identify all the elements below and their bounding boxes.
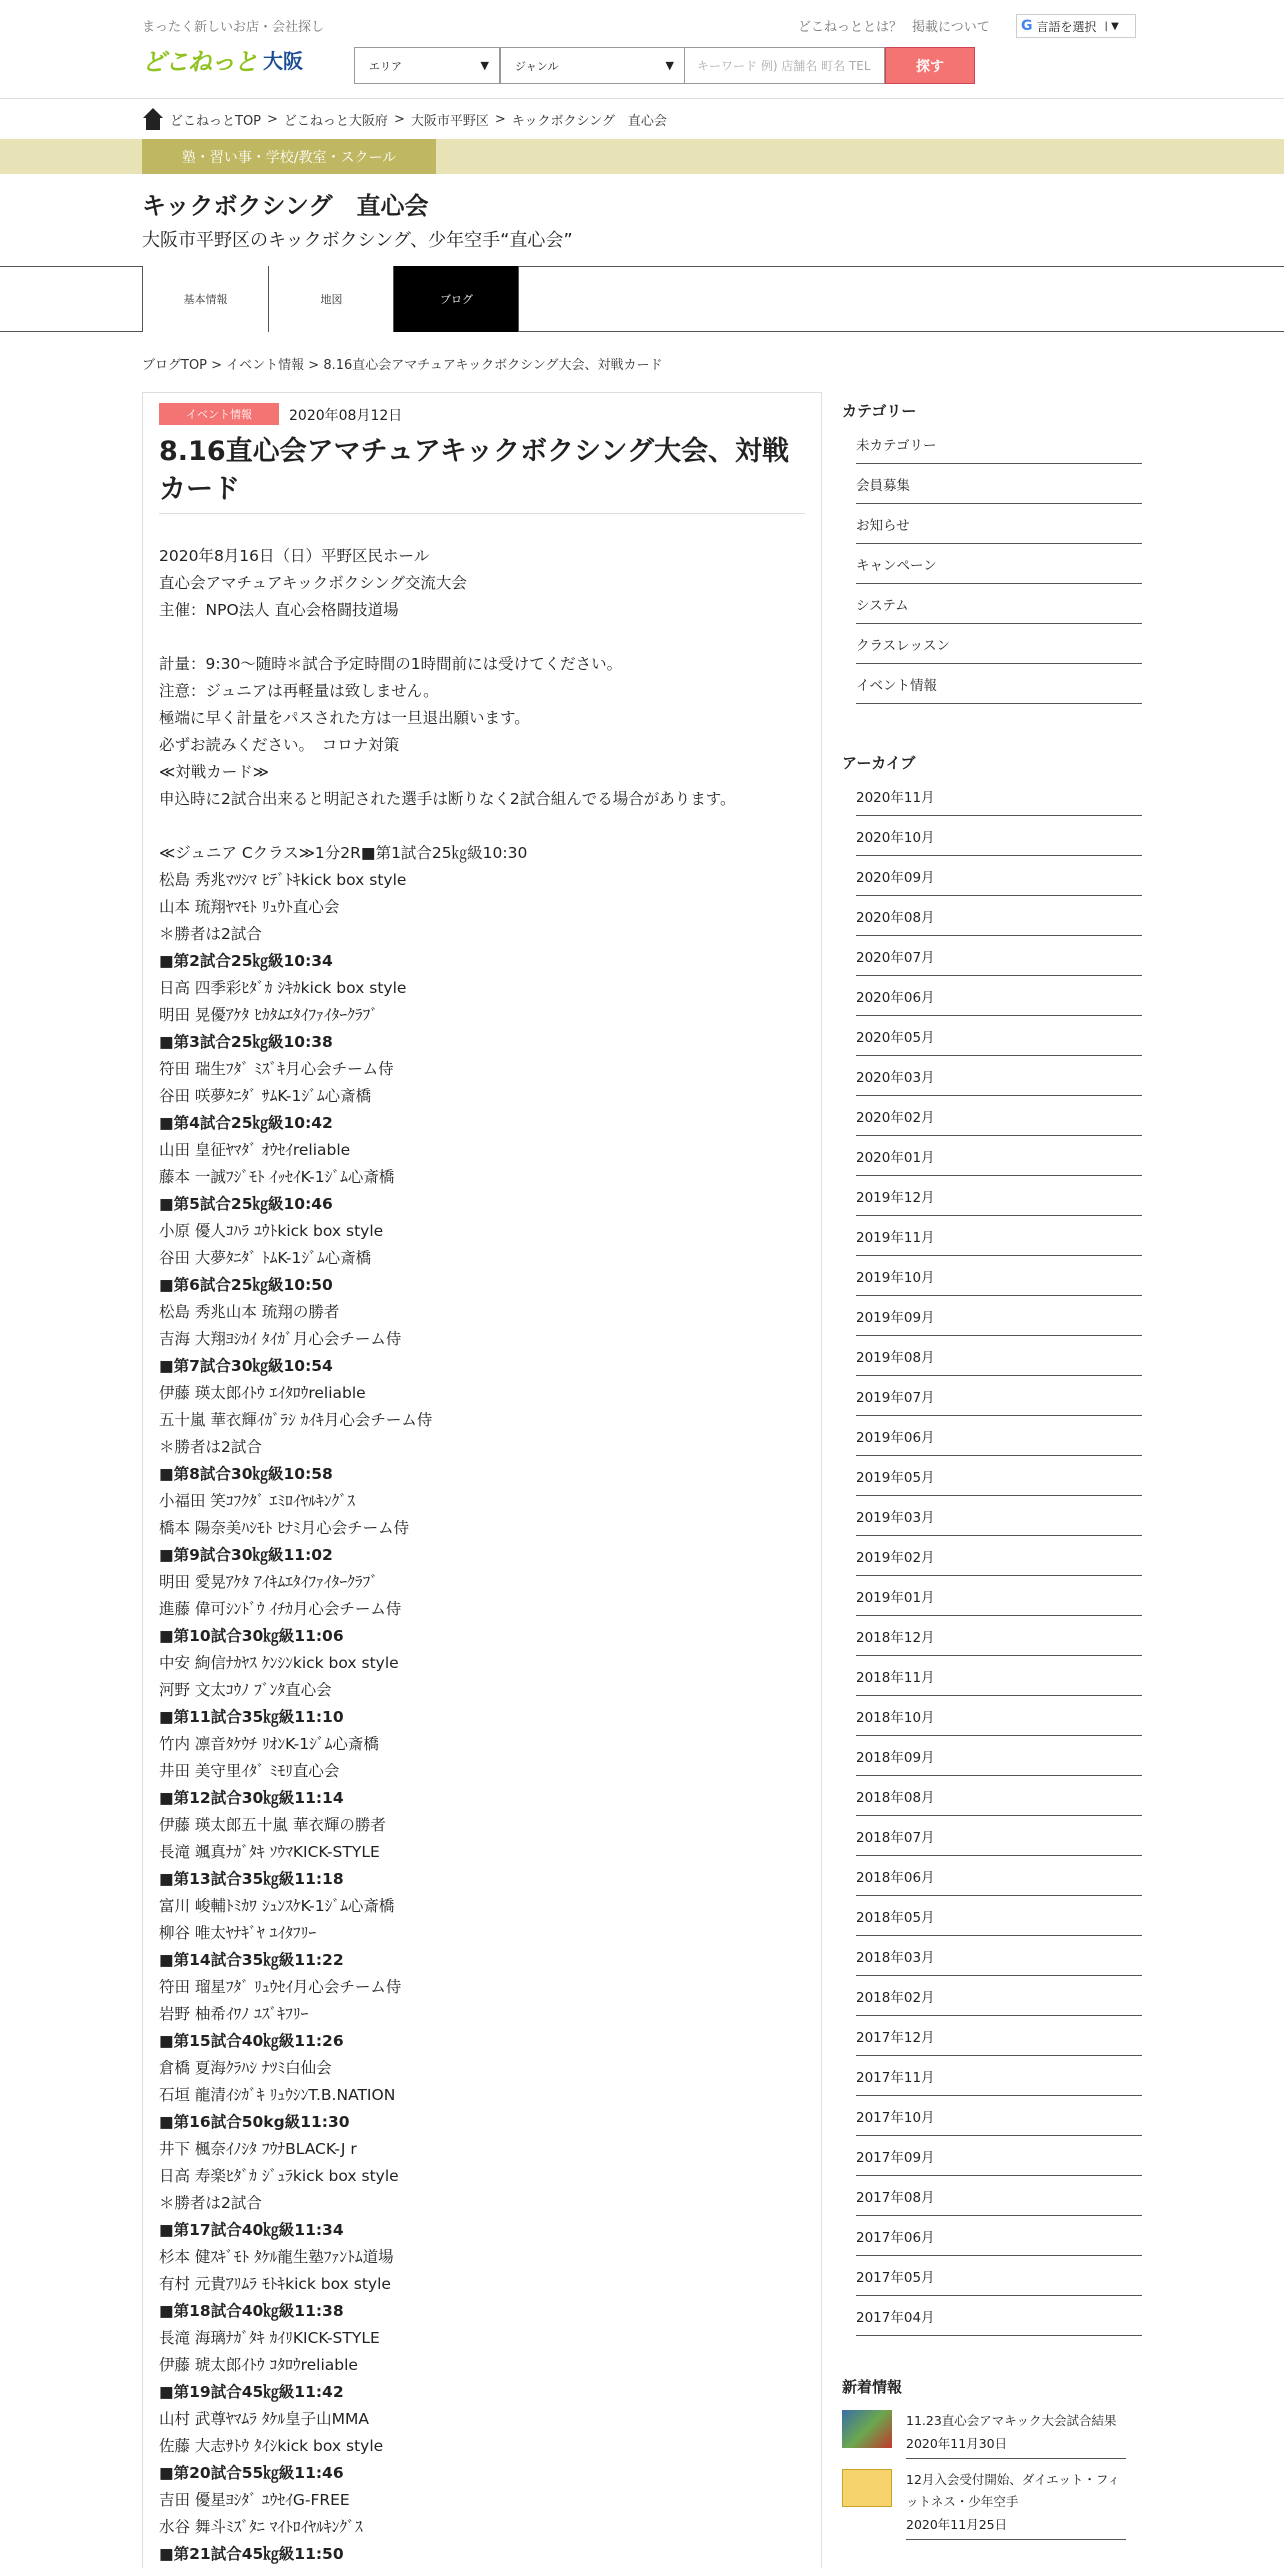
match-heading: ■第10試合30㎏級11:06 [159, 1627, 344, 1645]
article-line: 長滝 海璃ﾅｶﾞﾀｷ ｶｲﾘKICK-STYLE [159, 2329, 380, 2347]
article-line: 中安 絢信ﾅｶﾔｽ ｹﾝｼﾝkick box style [159, 1654, 399, 1672]
match-heading: ■第21試合45㎏級11:50 [159, 2545, 344, 2563]
sidebar-archive-item[interactable]: 2020年06月 [856, 976, 1142, 1016]
chevron-down-icon: | ▼ [1104, 20, 1119, 32]
article-line: 符田 瑠星ﾌﾀﾞ ﾘｭｳｾｲ月心会チーム侍 [159, 1978, 402, 1996]
archive-heading: アーカイブ [842, 754, 916, 772]
article-line: 必ずお読みください。 コロナ対策 [159, 736, 400, 754]
article-line: ＊勝者は2試合 [159, 2194, 262, 2212]
article-line: 井下 楓奈ｲﾉｼﾀ ﾌｳﾅBLACK-J r [159, 2140, 357, 2158]
sidebar-archive-item[interactable]: 2020年08月 [856, 896, 1142, 936]
language-select[interactable] [1016, 14, 1136, 38]
blog-breadcrumb[interactable]: ブログTOP > イベント情報 > 8.16直心会アマチュアキックボクシング大会、対戦カード [142, 358, 663, 373]
tab-map[interactable]: 地図 [268, 266, 394, 332]
match-heading: ■第11試合35㎏級11:10 [159, 1708, 344, 1726]
listing-link[interactable]: 掲載について [912, 20, 990, 35]
sidebar-category-item[interactable]: キャンペーン [856, 544, 1142, 584]
category-label[interactable]: 塾・習い事・学校/教室・スクール [142, 139, 436, 174]
article-line: 伊藤 瑛太郎ｲﾄｳ ｴｲﾀﾛｳreliable [159, 1384, 366, 1402]
match-heading: ■第18試合40㎏級11:38 [159, 2302, 344, 2320]
article-line: 佐藤 大志ｻﾄｳ ﾀｲｼkick box style [159, 2437, 384, 2455]
sidebar-archive-item[interactable]: 2019年02月 [856, 1536, 1142, 1576]
article-line: 竹内 凛音ﾀｹｳﾁ ﾘｵﾝK-1ｼﾞﾑ心斎橋 [159, 1735, 379, 1753]
top-links [798, 16, 990, 35]
news-item[interactable] [842, 2410, 1142, 2459]
sidebar-archive-item[interactable]: 2018年07月 [856, 1816, 1142, 1856]
news-item[interactable] [842, 2469, 1142, 2540]
sidebar-archive-item[interactable]: 2017年05月 [856, 2256, 1142, 2296]
article-line: 谷田 大夢ﾀﾆﾀﾞ ﾄﾑK-1ｼﾞﾑ心斎橋 [159, 1249, 372, 1267]
news-heading: 新着情報 [842, 2378, 903, 2396]
sidebar-archive-item[interactable]: 2019年08月 [856, 1336, 1142, 1376]
site-tagline: まったく新しいお店・会社探し [142, 20, 325, 35]
article-line: 有村 元貴ｱﾘﾑﾗ ﾓﾄｷkick box style [159, 2275, 391, 2293]
logo-main: どこねっと [142, 47, 257, 76]
keyword-input[interactable]: キーワード 例) 店舗名 町名 TEL [685, 47, 885, 84]
tab-blog[interactable]: ブログ [393, 266, 519, 332]
match-heading: ■第8試合30㎏級10:58 [159, 1465, 333, 1483]
sidebar-archive-item[interactable]: 2017年06月 [856, 2216, 1142, 2256]
article-line: 直心会アマチュアキックボクシング交流大会 [159, 574, 467, 592]
article-line: 明田 愛晃ｱｹﾀ ｱｲｷﾑｴﾀｲﾌｧｲﾀｰｸﾗﾌﾞ [159, 1573, 379, 1591]
sidebar-archive-item[interactable]: 2018年03月 [856, 1936, 1142, 1976]
article-line [159, 813, 799, 840]
language-label: 言語を選択 [1036, 19, 1097, 34]
sidebar-archive-item[interactable]: 2020年11月 [856, 776, 1142, 816]
sidebar-archive-item[interactable]: 2018年02月 [856, 1976, 1142, 2016]
article-line: 計量：9:30～随時＊試合予定時間の1時間前には受けてください。 [159, 655, 623, 673]
area-select[interactable] [354, 47, 500, 84]
news-date: 2020年11月30日 [906, 2432, 1126, 2459]
article-line [159, 624, 799, 651]
match-heading: ■第20試合55㎏級11:46 [159, 2464, 344, 2482]
breadcrumb [142, 108, 667, 130]
sidebar-archive-item[interactable]: 2017年12月 [856, 2016, 1142, 2056]
article-line: 井田 美守里ｲﾀﾞ ﾐﾓﾘ直心会 [159, 1762, 340, 1780]
sidebar-archive-item[interactable]: 2019年07月 [856, 1376, 1142, 1416]
article-date: 2020年08月12日 [289, 408, 403, 424]
news-date: 2020年11月25日 [906, 2513, 1126, 2540]
article-line: 符田 瑞生ﾌﾀﾞ ﾐｽﾞｷ月心会チーム侍 [159, 1060, 394, 1078]
match-heading: ■第5試合25㎏級10:46 [159, 1195, 333, 1213]
sidebar-archive-item[interactable]: 2020年02月 [856, 1096, 1142, 1136]
breadcrumb-separator: > [393, 111, 405, 127]
article-line: 2020年8月16日（日）平野区民ホール [159, 547, 430, 565]
category-list [842, 424, 1142, 704]
sidebar-archive-item[interactable]: 2019年10月 [856, 1256, 1142, 1296]
article [142, 392, 822, 2568]
match-heading: ■第9試合30㎏級11:02 [159, 1546, 333, 1564]
article-line: ＊勝者は2試合 [159, 1438, 262, 1456]
sidebar-category-item[interactable]: 未カテゴリー [856, 424, 1142, 464]
article-line: 富川 峻輔ﾄﾐｶﾜ ｼｭﾝｽｹK-1ｼﾞﾑ心斎橋 [159, 1897, 395, 1915]
about-link[interactable]: どこねっととは？ [798, 20, 903, 35]
sidebar-archive-item[interactable]: 2019年03月 [856, 1496, 1142, 1536]
genre-label: ジャンル [515, 59, 559, 73]
logo-region: 大阪 [263, 48, 303, 73]
news-thumbnail[interactable] [842, 2410, 892, 2448]
breadcrumb-item[interactable]: どこねっとTOP [170, 113, 262, 129]
article-line: 明田 晃優ｱｹﾀ ﾋｶﾀﾑｴﾀｲﾌｧｲﾀｰｸﾗﾌﾞ [159, 1006, 379, 1024]
article-line: 小福田 笑ｺﾌｸﾀﾞ ｴﾐﾛｲﾔﾙｷﾝｸﾞｽ [159, 1492, 355, 1510]
article-line: 注意：ジュニアは再軽量は致しません。 [159, 682, 439, 700]
search-button[interactable]: 探す [885, 47, 975, 84]
article-line: 倉橋 夏海ｸﾗﾊｼ ﾅﾂﾐ白仙会 [159, 2059, 332, 2077]
search-bar [354, 47, 975, 84]
breadcrumb-current: キックボクシング 直心会 [511, 113, 667, 129]
article-line: 吉海 大翔ﾖｼｶｲ ﾀｲｶﾞ月心会チーム侍 [159, 1330, 402, 1348]
sidebar-archive-item[interactable]: 2020年07月 [856, 936, 1142, 976]
article-line: 伊藤 瑛太郎五十嵐 華衣輝の勝者 [159, 1816, 386, 1834]
match-heading: ■第6試合25㎏級10:50 [159, 1276, 333, 1294]
header-divider [0, 98, 1284, 99]
article-line: 主催：NPO法人 直心会格闘技道場 [159, 601, 399, 619]
match-heading: ■第14試合35㎏級11:22 [159, 1951, 344, 1969]
match-heading: ■第16試合50kg級11:30 [159, 2113, 350, 2131]
dropdown-arrow-icon: ▼ [665, 59, 674, 72]
site-logo[interactable] [142, 44, 303, 74]
article-category-badge[interactable]: イベント情報 [159, 403, 279, 425]
sidebar-archive-item[interactable]: 2019年06月 [856, 1416, 1142, 1456]
area-label: エリア [369, 59, 402, 73]
sidebar-archive-item[interactable]: 2018年11月 [856, 1656, 1142, 1696]
tab-basic-info[interactable]: 基本情報 [142, 266, 268, 332]
match-heading: ■第12試合30㎏級11:14 [159, 1789, 344, 1807]
sidebar-archive-item[interactable]: 2017年08月 [856, 2176, 1142, 2216]
article-line: 小原 優人ｺﾊﾗ ﾕｳﾄkick box style [159, 1222, 384, 1240]
tab-divider [518, 266, 519, 332]
genre-select[interactable] [500, 47, 685, 84]
article-line: 橋本 陽奈美ﾊｼﾓﾄ ﾋﾅﾐ月心会チーム侍 [159, 1519, 410, 1537]
dropdown-arrow-icon: ▼ [480, 59, 489, 72]
article-line: 藤本 一誠ﾌｼﾞﾓﾄ ｲｯｾｲK-1ｼﾞﾑ心斎橋 [159, 1168, 395, 1186]
sidebar-archive-item[interactable]: 2018年12月 [856, 1616, 1142, 1656]
breadcrumb-separator: > [267, 111, 278, 127]
sidebar-category-item[interactable]: クラスレッスン [856, 624, 1142, 664]
article-line: 杉本 健ｽｷﾞﾓﾄ ﾀｹﾙ龍生塾ﾌｧﾝﾄﾑ道場 [159, 2248, 394, 2266]
article-line: 河野 文太ｺｳﾉ ﾌﾞﾝﾀ直心会 [159, 1681, 332, 1699]
sidebar-archive-item[interactable]: 2020年01月 [856, 1136, 1142, 1176]
sidebar-category-item[interactable]: 会員募集 [856, 464, 1142, 504]
article-line: 山村 武尊ﾔﾏﾑﾗ ﾀｹﾙ皇子山MMA [159, 2410, 369, 2428]
archive-list [842, 776, 1142, 2336]
article-line: 五十嵐 華衣輝ｲｶﾞﾗｼ ｶｲｷ月心会チーム侍 [159, 1411, 433, 1429]
sidebar-archive-item[interactable]: 2018年08月 [856, 1776, 1142, 1816]
match-heading: ■第3試合25㎏級10:38 [159, 1033, 333, 1051]
sidebar-archive-item[interactable]: 2019年09月 [856, 1296, 1142, 1336]
sidebar-archive-item[interactable]: 2019年11月 [856, 1216, 1142, 1256]
sidebar-archive-item[interactable]: 2017年04月 [856, 2296, 1142, 2336]
article-divider [159, 513, 805, 514]
sidebar-category-item[interactable]: イベント情報 [856, 664, 1142, 704]
sidebar-archive-item[interactable]: 2018年05月 [856, 1896, 1142, 1936]
sidebar-archive-item[interactable]: 2018年10月 [856, 1696, 1142, 1736]
sidebar-archive-item[interactable]: 2020年09月 [856, 856, 1142, 896]
sidebar-archive-item[interactable]: 2019年01月 [856, 1576, 1142, 1616]
home-icon[interactable] [142, 108, 164, 130]
article-line: ≪ジュニア Cクラス≫1分2R■第1試合25㎏級10:30 [159, 844, 528, 862]
sidebar-archive-item[interactable]: 2018年06月 [856, 1856, 1142, 1896]
article-line: ＊勝者は2試合 [159, 925, 262, 943]
sidebar-archive-item[interactable]: 2017年11月 [856, 2056, 1142, 2096]
article-line: ≪対戦カード≫ [159, 763, 269, 781]
news-title[interactable]: 12月入会受付開始、ダイエット・フィットネス・少年空手 [906, 2472, 1120, 2509]
article-line: 山田 皇征ﾔﾏﾀﾞ ｵｳｾｲreliable [159, 1141, 351, 1159]
match-heading: ■第13試合35㎏級11:18 [159, 1870, 344, 1888]
sidebar-archive-item[interactable]: 2020年03月 [856, 1056, 1142, 1096]
breadcrumb-item[interactable]: どこねっと大阪府 [283, 113, 388, 129]
article-line: 日高 四季彩ﾋﾀﾞｶ ｼｷｶkick box style [159, 979, 407, 997]
sidebar-category-item[interactable]: システム [856, 584, 1142, 624]
match-heading: ■第15試合40㎏級11:26 [159, 2032, 344, 2050]
sidebar-archive-item[interactable]: 2018年09月 [856, 1736, 1142, 1776]
sidebar-archive-item[interactable]: 2017年10月 [856, 2096, 1142, 2136]
sidebar-archive-item[interactable]: 2017年09月 [856, 2136, 1142, 2176]
shop-subtitle: 大阪市平野区のキックボクシング、少年空手“直心会” [142, 230, 573, 251]
match-heading: ■第2試合25㎏級10:34 [159, 952, 333, 970]
category-heading: カテゴリー [842, 402, 917, 420]
news-thumbnail[interactable] [842, 2469, 892, 2507]
sidebar-archive-item[interactable]: 2020年05月 [856, 1016, 1142, 1056]
article-line: 吉田 優星ﾖｼﾀﾞ ﾕｳｾｲG-FREE [159, 2491, 350, 2509]
article-line: 極端に早く計量をパスされた方は一旦退出願います。 [159, 709, 530, 727]
breadcrumb-separator: > [494, 111, 506, 127]
article-line: 申込時に2試合出来ると明記された選手は断りなく2試合組んでる場合があります。 [159, 790, 736, 808]
article-line: 伊藤 琥太郎ｲﾄｳ ｺﾀﾛｳreliable [159, 2356, 358, 2374]
sidebar-archive-item[interactable]: 2020年10月 [856, 816, 1142, 856]
article-line: 柳谷 唯太ﾔﾅｷﾞﾔ ﾕｲﾀﾌﾘｰ [159, 1924, 317, 1942]
article-line: 山本 琉翔ﾔﾏﾓﾄ ﾘｭｳﾄ直心会 [159, 898, 340, 916]
match-heading: ■第17試合40㎏級11:34 [159, 2221, 344, 2239]
article-body [159, 543, 799, 2568]
article-line: 谷田 咲夢ﾀﾆﾀﾞ ｻﾑK-1ｼﾞﾑ心斎橋 [159, 1087, 372, 1105]
sidebar-archive-item[interactable]: 2019年12月 [856, 1176, 1142, 1216]
sidebar-category-item[interactable]: お知らせ [856, 504, 1142, 544]
news-list [842, 2410, 1142, 2540]
breadcrumb-item[interactable]: 大阪市平野区 [410, 113, 489, 129]
article-line: 日高 寿楽ﾋﾀﾞｶ ｼﾞｭﾗkick box style [159, 2167, 399, 2185]
news-title[interactable]: 11.23直心会アマキック大会試合結果 [906, 2413, 1117, 2428]
article-line: 松島 秀兆ﾏﾂｼﾏ ﾋﾃﾞﾄｷkick box style [159, 871, 407, 889]
sidebar [842, 400, 1142, 2540]
google-icon: G [1021, 18, 1033, 34]
article-line: 石垣 龍清ｲｼｶﾞｷ ﾘｭｳｼﾝT.B.NATION [159, 2086, 396, 2104]
shop-name: キックボクシング 直心会 [142, 192, 429, 220]
article-line: 松島 秀兆山本 琉翔の勝者 [159, 1303, 340, 1321]
article-line: 水谷 舞斗ﾐｽﾞﾀﾆ ﾏｲﾄﾛｲﾔﾙｷﾝｸﾞｽ [159, 2518, 363, 2536]
article-title: 8.16直心会アマチュアキックボクシング大会、対戦カード [159, 436, 789, 505]
sidebar-archive-item[interactable]: 2019年05月 [856, 1456, 1142, 1496]
match-heading: ■第19試合45㎏級11:42 [159, 2383, 344, 2401]
match-heading: ■第4試合25㎏級10:42 [159, 1114, 333, 1132]
match-heading: ■第7試合30㎏級10:54 [159, 1357, 333, 1375]
article-line: 進藤 偉可ｼﾝﾄﾞｳ ｲﾁｶ月心会チーム侍 [159, 1600, 402, 1618]
article-line: 長滝 颯真ﾅｶﾞﾀｷ ｿｳﾏKICK-STYLE [159, 1843, 380, 1861]
article-line: 岩野 柚希ｲﾜﾉ ﾕｽﾞｷﾌﾘｰ [159, 2005, 309, 2023]
